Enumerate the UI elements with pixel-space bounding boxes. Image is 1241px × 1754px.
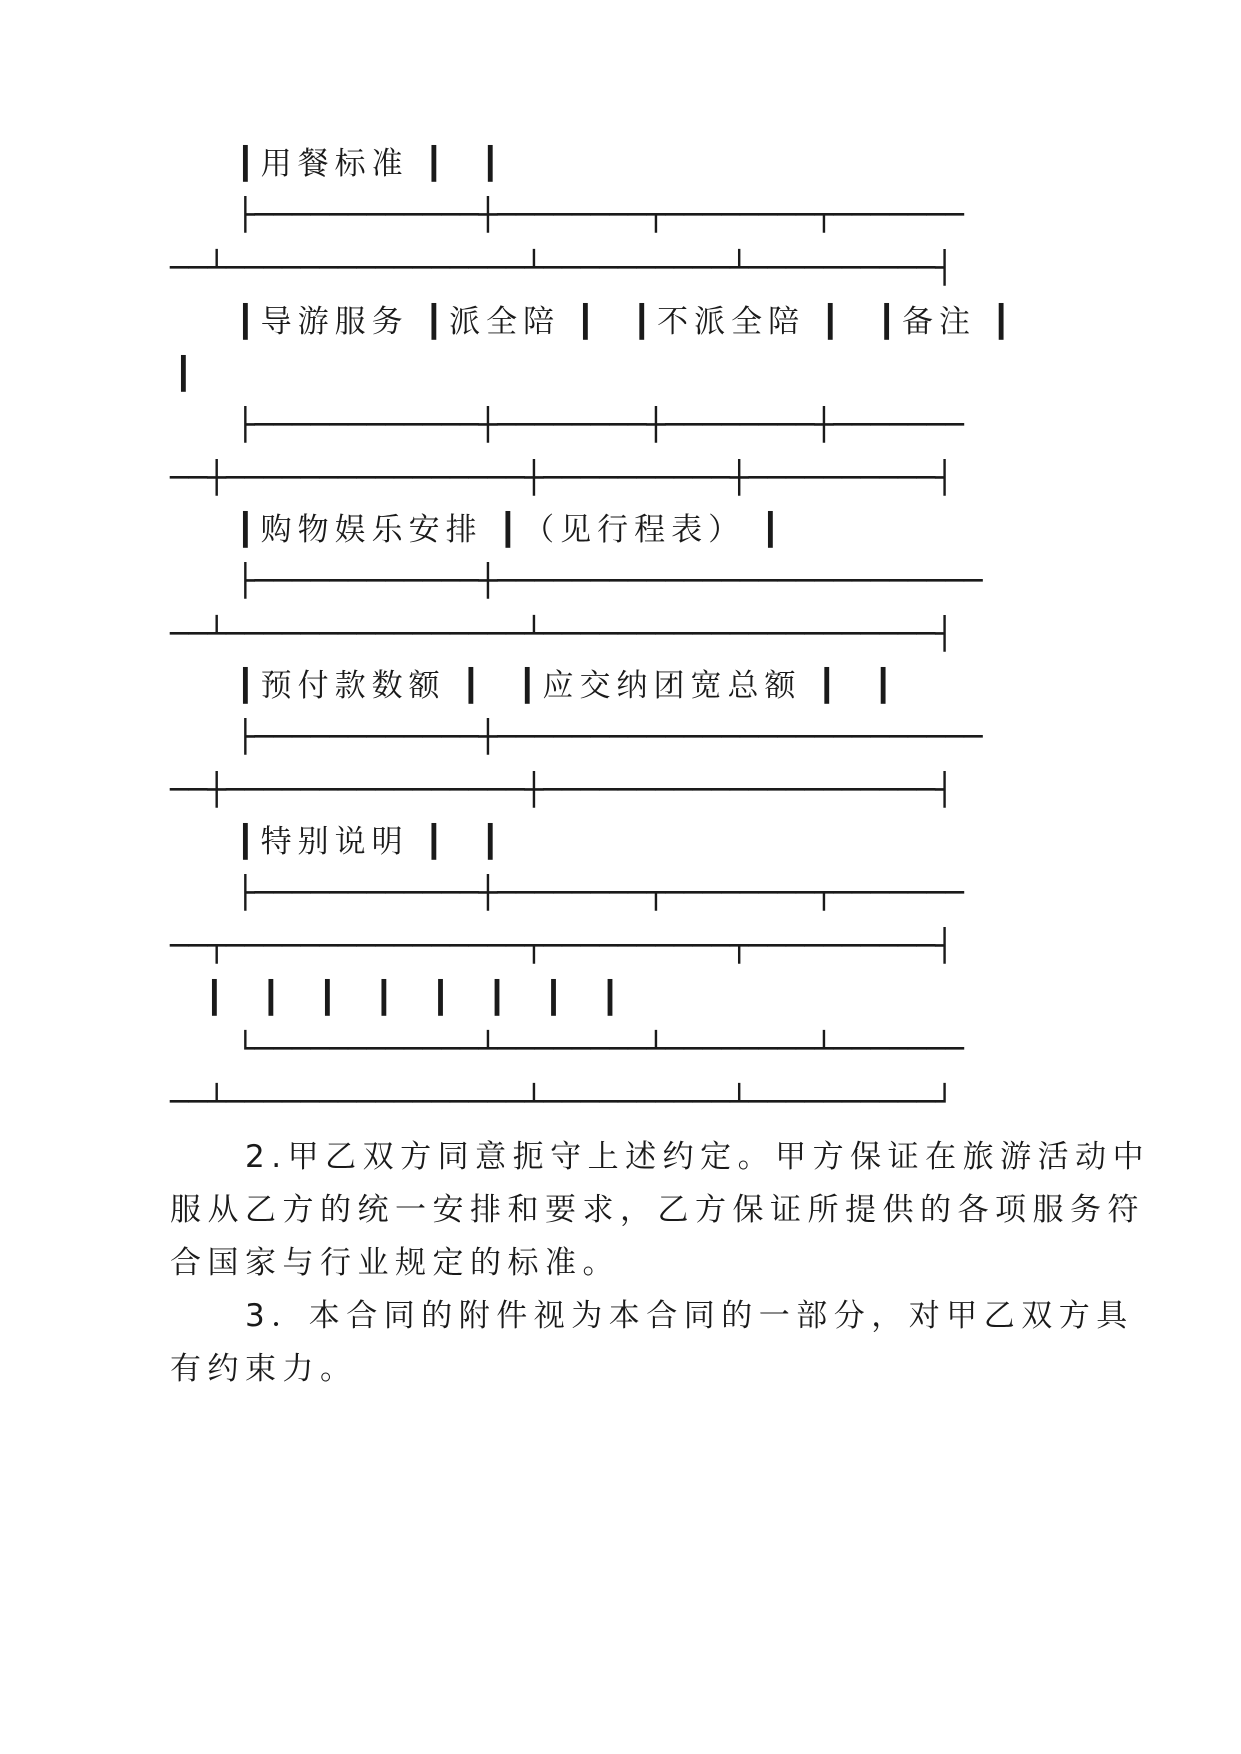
clause-2-line-1: 2.甲乙双方同意扼守上述约定。甲方保证在旅游活动中	[170, 1139, 1151, 1175]
clause-2-line-2: 服从乙方的统一安排和要求，乙方保证所提供的各项服务符	[170, 1192, 1145, 1228]
table-rule: ──┴────────────────┴──────────┴──────────┤	[170, 250, 954, 286]
table-rule: ├────────────┼──────────────────────────	[236, 719, 983, 755]
table-rule: ├────────────┼────────┼────────┼───────	[236, 407, 964, 443]
table-row-special-notes: ┃特别说明 ┃ ┃	[236, 824, 506, 860]
table-row-empty: ┃ ┃ ┃ ┃ ┃ ┃ ┃ ┃	[205, 980, 634, 1016]
table-rule: └────────────┴────────┴────────┴───────	[236, 1031, 964, 1067]
table-row-shopping-entertainment: ┃购物娱乐安排 ┃（见行程表） ┃	[236, 512, 786, 548]
table-rule: ├────────────┼────────┬────────┬───────	[236, 875, 964, 911]
table-rule: ──┬────────────────┬──────────┬──────────┤	[170, 928, 954, 964]
table-rule: ──┴────────────────┴─────────────────────┤	[170, 616, 954, 652]
clause-3-line-1: 3．本合同的附件视为本合同的一部分，对甲乙双方具	[170, 1298, 1134, 1334]
table-rule: ──┼────────────────┼─────────────────────┤	[170, 772, 954, 808]
table-rule: ──┼────────────────┼──────────┼──────────┤	[170, 460, 954, 496]
table-row-meal-standard: ┃用餐标准 ┃ ┃	[236, 146, 506, 182]
clause-3-line-2: 有约束力。	[170, 1351, 358, 1387]
table-row-guide-service: ┃导游服务 ┃派全陪 ┃ ┃不派全陪 ┃ ┃备注 ┃	[236, 304, 1017, 340]
clause-2-line-3: 合国家与行业规定的标准。	[170, 1245, 620, 1281]
table-row-prepayment: ┃预付款数额 ┃ ┃应交纳团宽总额 ┃ ┃	[236, 668, 899, 704]
table-rule: ├────────────┼────────┬────────┬───────	[236, 197, 964, 233]
table-rule: ├────────────┼──────────────────────────	[236, 563, 983, 599]
table-row-guide-service-wrap: ┃	[174, 356, 199, 392]
table-rule: ──┴────────────────┴──────────┴──────────┘	[170, 1084, 954, 1120]
